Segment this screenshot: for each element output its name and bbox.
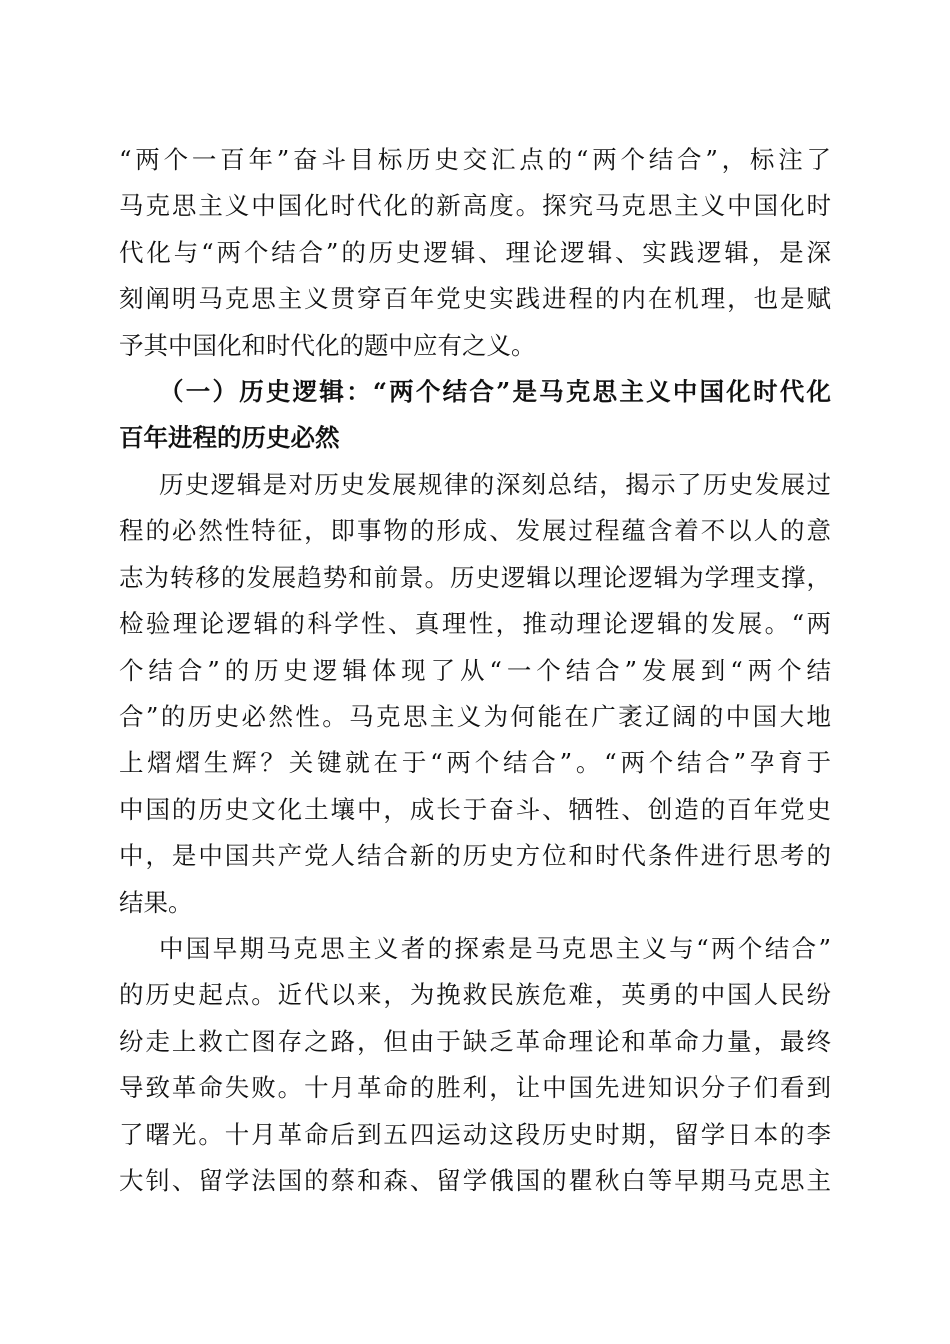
text-line: 上熠熠生辉？关键就在于“两个结合”。“两个结合”孕育于: [119, 748, 831, 778]
text-line: 了曙光。十月革命后到五四运动这段历史时期，留学日本的李: [119, 1119, 831, 1149]
heading-line: （一）历史逻辑：“两个结合”是马克思主义中国化时代化: [159, 377, 831, 406]
text-line: 予其中国化和时代化的题中应有之义。: [119, 330, 536, 360]
paragraph-historical-logic: [119, 462, 831, 926]
text-line: 马克思主义中国化时代化的新高度。探究马克思主义中国化时: [119, 191, 831, 221]
text-line: 刻阐明马克思主义贯穿百年党史实践进程的内在机理，也是赋: [119, 284, 831, 314]
text-line: 中，是中国共产党人结合新的历史方位和时代条件进行思考的: [119, 841, 831, 871]
text-line: 合”的历史必然性。马克思主义为何能在广袤辽阔的中国大地: [119, 701, 831, 731]
text-line: “两个一百年”奋斗目标历史交汇点的“两个结合”，标注了: [119, 145, 831, 174]
text-line: 导致革命失败。十月革命的胜利，让中国先进知识分子们看到: [119, 1073, 831, 1103]
text-line: 纷走上救亡图存之路，但由于缺乏革命理论和革命力量，最终: [119, 1026, 831, 1056]
text-line: 程的必然性特征，即事物的形成、发展过程蕴含着不以人的意: [119, 516, 831, 546]
text-line: 中国早期马克思主义者的探索是马克思主义与“两个结合”: [159, 934, 831, 963]
text-line: 大钊、留学法国的蔡和森、留学俄国的瞿秋白等早期马克思主: [119, 1165, 831, 1195]
paragraph-early-marxists: [119, 926, 831, 1204]
text-line: 结果。: [119, 887, 193, 917]
text-line: 的历史起点。近代以来，为挽救民族危难，英勇的中国人民纷: [119, 980, 831, 1010]
text-line: 个结合”的历史逻辑体现了从“一个结合”发展到“两个结: [119, 655, 831, 685]
text-line: 历史逻辑是对历史发展规律的深刻总结，揭示了历史发展过: [159, 470, 831, 499]
text-line: 检验理论逻辑的科学性、真理性，推动理论逻辑的发展。“两: [119, 609, 831, 639]
paragraph-intro: [119, 137, 831, 369]
text-line: 志为转移的发展趋势和前景。历史逻辑以理论逻辑为学理支撑，: [119, 562, 831, 592]
section-heading: [119, 369, 831, 462]
text-line: 代化与“两个结合”的历史逻辑、理论逻辑、实践逻辑，是深: [119, 237, 831, 267]
text-line: 中国的历史文化土壤中，成长于奋斗、牺牲、创造的百年党史: [119, 794, 831, 824]
heading-line: 百年进程的历史必然: [119, 423, 340, 453]
